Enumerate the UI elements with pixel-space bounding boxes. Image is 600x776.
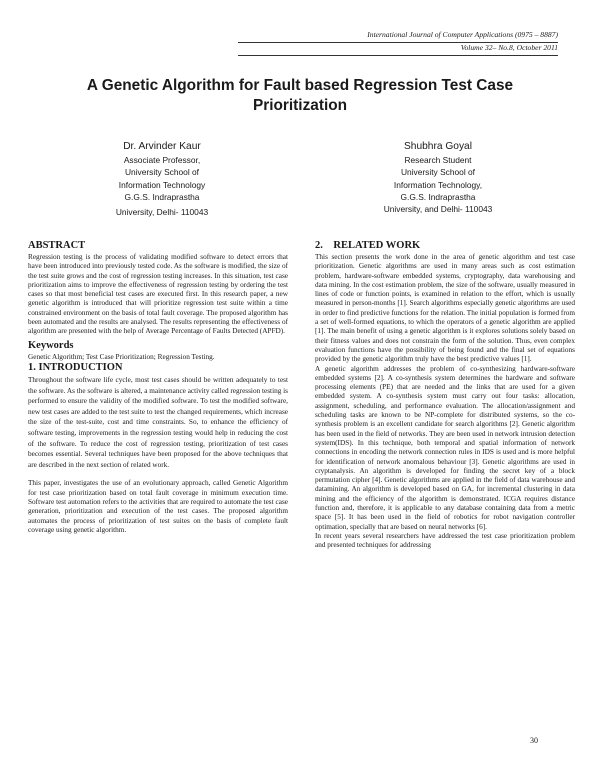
paper-title: A Genetic Algorithm for Fault based Regression Test Case Prioritization [86, 77, 514, 114]
author-affiliation-line: University School of [124, 167, 199, 178]
author-name: Shubhra Goyal [404, 141, 472, 152]
journal-volume: Volume 32– No.8, October 2011 [460, 43, 558, 52]
related-work-paragraph-3: In recent years several researchers have addressed the test case prioritization problem and presented techniques for addressing [315, 531, 575, 550]
author-block-2 [348, 140, 528, 215]
journal-header [238, 30, 558, 56]
abstract-heading: ABSTRACT [28, 240, 86, 251]
author-affiliation-line: Information Technology [118, 179, 206, 190]
related-work-heading: 2. RELATED WORK [315, 240, 421, 251]
related-work-paragraph-1: This section presents the work done in the area of genetic algorithm and test case prioritization. Genetic algorithms are used in many areas such as cost estimation problem, hardware-software embedded systems, cryptography, data warehousing and data mining. In the cost estimation problem, the size of the software, usually measured in lines of code or function points, is examined in relation to the effort, which is usually measured in person-months [1]. Search algorithms especially genetic algorithms are used in order to find predictive functions for the relation. The initial population is formed from a set of well-formed equations, to which the operators of a genetic algorithm are applied [1]. The main benefit of using a genetic algorithm is it explores solutions solely based on their fitness values and does not constrain the form of the solution. Thus, even complex evaluation functions have the possibility of being found and the final set of equations provided by the genetic algorithm truly have the best predictive values [1]. [315, 253, 575, 364]
keywords-heading: Keywords [28, 339, 74, 351]
related-work-paragraph-2: A genetic algorithm addresses the problem of co-synthesizing hardware-software embedded systems [2]. A co-synthesis system determines the hardware and software processing elements (PE) that are needed and the links that are used for a given embedded system. A co-synthesis system must carry out four tasks: allocation, assignment, scheduling, and performance evaluation. The allocation/assignment and scheduling tasks are known to be NP-complete for distributed systems, so the co-synthesis problem is an excellent candidate for search algorithms [2]. Genetic algorithm has been used in the field of networks. They are been used in network intrusion detection system(IDS). In this technique, both temporal and spatial information of network connections in encoding the network connection rules in IDS is used and is more helpful for identification of network anomalous behaviour [3]. Genetic algorithms are used in cryptanalysis. An algorithm is developed for finding the secret key of a block permutation cipher [4]. Genetic algorithms are applied in the field of data warehouse and datamining. An algorithm is developed based on GA, for incremental clustering in data mining and the efficiency of the algorithm is demonstrated. ICGA requires distance function and, therefore, it is applicable to any database containing data from a metric space [5]. It has been used in the field of robotics for robot navigation controller optimation, specially that are based on neural networks [6]. [315, 364, 575, 531]
author-affiliation-line: University, Delhi- 110043 [115, 207, 209, 218]
author-affiliation-line: G.G.S. Indraprastha [124, 191, 200, 202]
author-affiliation-line: Information Technology, [393, 179, 483, 190]
introduction-paragraph-2: This paper, investigates the use of an evolutionary approach, called Genetic Algorithm for test case prioritization based on total fault coverage in minimum execution time. Software test automation refers to the activities that are required to automate the test case generation, prioritization and execution of the test cases. The proposed algorithm automates the process of prioritization of test suites on the basis of complete fault coverage using genetic algorithm. [28, 479, 288, 534]
introduction-heading: 1. INTRODUCTION [28, 361, 123, 373]
author-block-1 [72, 140, 252, 218]
author-affiliation-line: G.G.S. Indraprastha [400, 191, 476, 202]
left-column [28, 240, 288, 535]
right-column [315, 240, 575, 551]
keywords-text: Genetic Algorithm; Test Case Prioritization; Regression Testing. [28, 352, 215, 361]
author-name: Dr. Arvinder Kaur [123, 141, 201, 152]
header-rule-bottom [238, 55, 558, 56]
introduction-paragraph-1: Throughout the software life cycle, most test cases should be written adequately to test the software. As the software is altered, a maintenance activity called regression testing is performed to ensure the validity of the modified software. To test the modified software, new test cases are added to the test suite to test the changed requirements, which increase the size of the test-suite, cost and time constraints. So, to enhance the efficiency of software testing, improvements in the regression testing would help in reducing the cost of the software. To reduce the cost of regression testing, prioritization of test cases becomes essential. Several techniques have been proposed for the above techniques that are described in the next section of related work. [28, 375, 288, 469]
author-affiliation-line: University, and Delhi- 110043 [383, 204, 493, 215]
journal-name: International Journal of Computer Applications (0975 – 8887) [367, 30, 558, 39]
page-number: 30 [530, 736, 538, 745]
author-affiliation-line: Associate Professor, [123, 155, 201, 165]
author-affiliation-line: Research Student [404, 155, 472, 165]
abstract-text: Regression testing is the process of validating modified software to detect errors that have been introduced into previously tested code. As the software is modified, the size of the test suite grows and the cost of regression testing increases. In this situation, test case prioritization aims to improve the effectiveness of regression testing by ordering the test cases so that most beneficial test cases are executed first. In this research paper, a new genetic algorithm is introduced that will prioritize regression test suite within a time constrained environment on the basis of total fault coverage. The proposed algorithm has been automated and the results are analysed. The results representing the effectiveness of algorithm are presented with the help of Average Percentage of Faults Detected (APFD). [28, 253, 288, 336]
author-affiliation-line: University School of [400, 167, 475, 178]
